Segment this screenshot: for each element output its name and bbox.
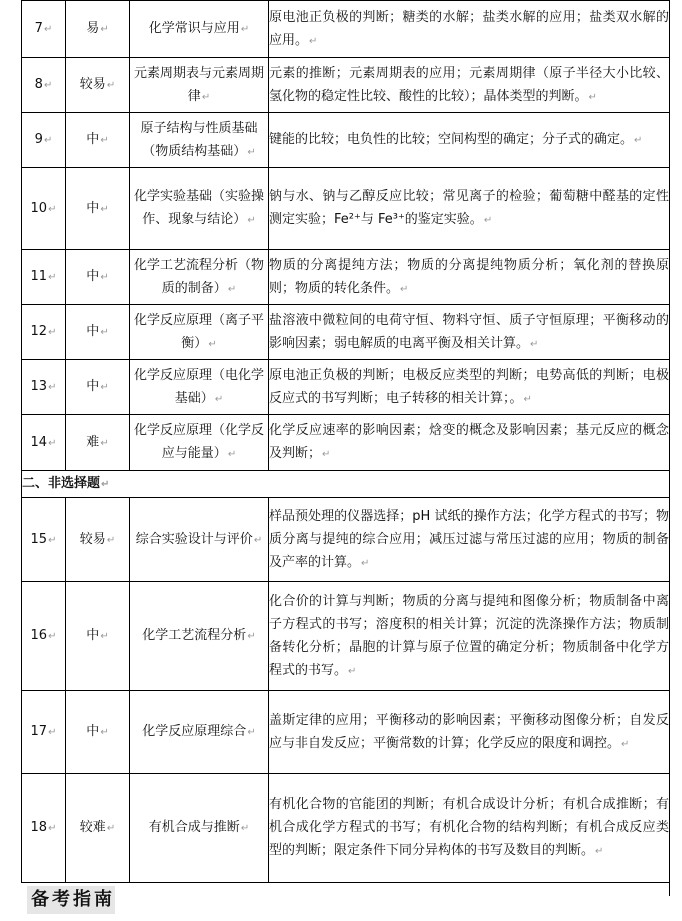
- content-cell: 原电池正负极的判断；糖类的水解；盐类水解的应用；盐类双水解的应用。↵: [269, 1, 670, 58]
- table-row: [22, 305, 670, 360]
- table-row: [22, 691, 670, 774]
- table-row: [22, 498, 670, 582]
- difficulty-cell: 较易↵: [66, 498, 130, 582]
- section-heading: 备考指南: [27, 886, 115, 914]
- difficulty-cell: 中↵: [66, 582, 130, 691]
- content-cell: 钠与水、钠与乙醇反应比较；常见离子的检验；葡萄糖中醛基的定性测定实验；Fe²⁺与 Fe³⁺的鉴定实验。↵: [269, 168, 670, 250]
- question-number: 8↵: [22, 58, 66, 113]
- content-cell: 物质的分离提纯方法；物质的分离提纯物质分析；氧化剂的替换原则；物质的转化条件。↵: [269, 250, 670, 305]
- table-row: [22, 774, 670, 883]
- topic-cell: 化学工艺流程分析↵: [130, 582, 269, 691]
- topic-cell: 综合实验设计与评价↵: [130, 498, 269, 582]
- question-number: 12↵: [22, 305, 66, 360]
- question-number: 10↵: [22, 168, 66, 250]
- question-number: 18↵: [22, 774, 66, 883]
- difficulty-cell: 较难↵: [66, 774, 130, 883]
- content-cell: 样品预处理的仪器选择；pH 试纸的操作方法；化学方程式的书写；物质分离与提纯的综合应用；减压过滤与常压过滤的应用；物质的制备及产率的计算。↵: [269, 498, 670, 582]
- topic-cell: 化学反应原理（离子平衡）↵: [130, 305, 269, 360]
- content-cell: 化学反应速率的影响因素；焓变的概念及影响因素；基元反应的概念及判断；↵: [269, 415, 670, 471]
- question-number: 13↵: [22, 360, 66, 415]
- difficulty-cell: 难↵: [66, 415, 130, 471]
- table-row: [22, 582, 670, 691]
- content-cell: 有机化合物的官能团的判断；有机合成设计分析；有机合成推断；有机合成化学方程式的书写；有机化合物的结构判断；有机合成反应类型的判断；限定条件下同分异构体的书写及数目的判断。↵: [269, 774, 670, 883]
- topic-cell: 化学常识与应用↵: [130, 1, 269, 58]
- question-number: 15↵: [22, 498, 66, 582]
- question-number: 16↵: [22, 582, 66, 691]
- table-row: [22, 415, 670, 471]
- table-row: [22, 250, 670, 305]
- difficulty-cell: 易↵: [66, 1, 130, 58]
- table-row: [22, 1, 670, 58]
- question-number: 17↵: [22, 691, 66, 774]
- topic-cell: 原子结构与性质基础（物质结构基础）↵: [130, 113, 269, 168]
- table-row: [22, 58, 670, 113]
- section-title: 二、非选择题↵: [22, 471, 670, 498]
- content-cell: 元素的推断；元素周期表的应用；元素周期律（原子半径大小比较、氢化物的稳定性比较、酸性的比较）；晶体类型的判断。↵: [269, 58, 670, 113]
- topic-cell: 元素周期表与元素周期律↵: [130, 58, 269, 113]
- exam-analysis-table: [21, 0, 670, 883]
- table-edge-line: [669, 882, 670, 896]
- topic-cell: 有机合成与推断↵: [130, 774, 269, 883]
- difficulty-cell: 中↵: [66, 691, 130, 774]
- content-cell: 化合价的计算与判断；物质的分离与提纯和图像分析；物质制备中离子方程式的书写；溶度积的相关计算；沉淀的洗涤操作方法；物质制备转化分析；晶胞的计算与原子位置的确定分析；物质制备中化学方程式的书写。↵: [269, 582, 670, 691]
- topic-cell: 化学反应原理（化学反应与能量）↵: [130, 415, 269, 471]
- difficulty-cell: 中↵: [66, 305, 130, 360]
- question-number: 11↵: [22, 250, 66, 305]
- content-cell: 盖斯定律的应用；平衡移动的影响因素；平衡移动图像分析；自发反应与非自发反应；平衡常数的计算；化学反应的限度和调控。↵: [269, 691, 670, 774]
- topic-cell: 化学实验基础（实验操作、现象与结论）↵: [130, 168, 269, 250]
- topic-cell: 化学工艺流程分析（物质的制备）↵: [130, 250, 269, 305]
- difficulty-cell: 中↵: [66, 250, 130, 305]
- difficulty-cell: 中↵: [66, 113, 130, 168]
- topic-cell: 化学反应原理综合↵: [130, 691, 269, 774]
- table-row: [22, 360, 670, 415]
- question-number: 9↵: [22, 113, 66, 168]
- section-header-row: [22, 471, 670, 498]
- content-cell: 键能的比较；电负性的比较；空间构型的确定；分子式的确定。↵: [269, 113, 670, 168]
- question-number: 7↵: [22, 1, 66, 58]
- content-cell: 原电池正负极的判断；电极反应类型的判断；电势高低的判断；电极反应式的书写判断；电子转移的相关计算；。↵: [269, 360, 670, 415]
- table-row: [22, 168, 670, 250]
- topic-cell: 化学反应原理（电化学基础）↵: [130, 360, 269, 415]
- difficulty-cell: 较易↵: [66, 58, 130, 113]
- difficulty-cell: 中↵: [66, 360, 130, 415]
- content-cell: 盐溶液中微粒间的电荷守恒、物料守恒、质子守恒原理；平衡移动的影响因素；弱电解质的电离平衡及相关计算。↵: [269, 305, 670, 360]
- table-row: [22, 113, 670, 168]
- question-number: 14↵: [22, 415, 66, 471]
- difficulty-cell: 中↵: [66, 168, 130, 250]
